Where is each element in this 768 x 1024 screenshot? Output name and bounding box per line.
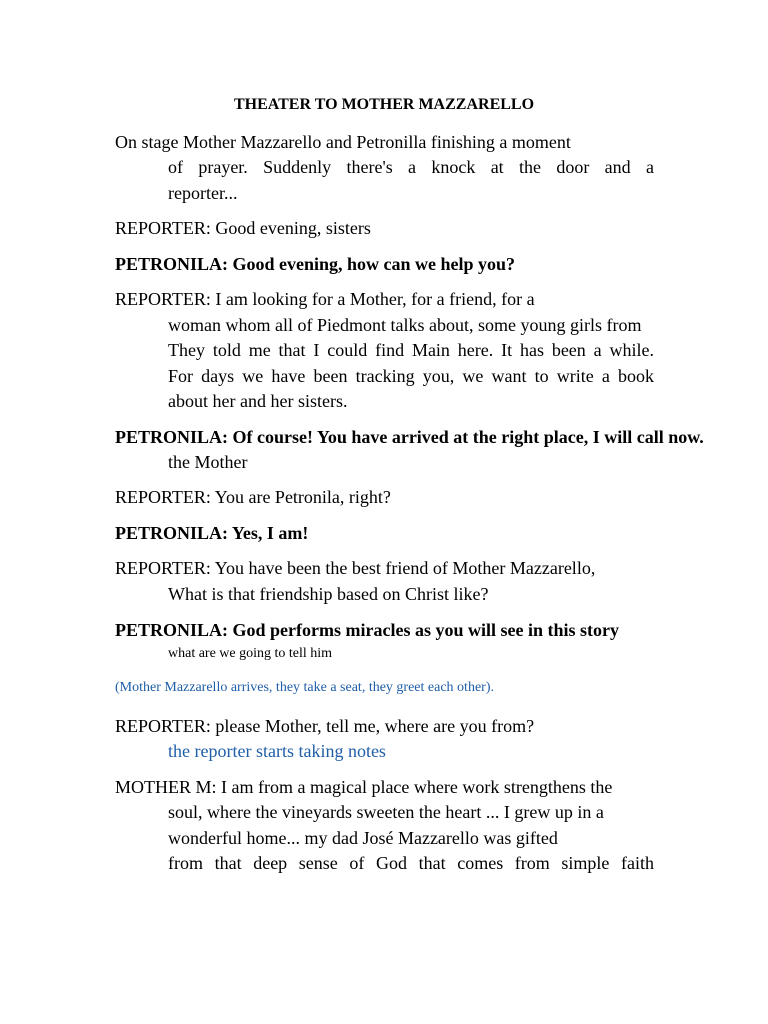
petronila-line: PETRONILA: Yes, I am! [115,523,309,543]
mother-m-line-continued: from that deep sense of God that comes from simple faith [168,853,654,873]
document-title: THEATER TO MOTHER MAZZARELLO [233,96,535,113]
petronila-line-continued: the Mother [168,452,248,472]
petronila-line: PETRONILA: Good evening, how can we help you? [115,254,516,274]
intro-line-2: of prayer. Suddenly there's a knock at the door and a [168,157,654,177]
reporter-line: REPORTER: You have been the best friend of Mother Mazzarello, [115,558,596,578]
petronila-line-continued: what are we going to tell him [168,646,333,661]
mother-m-line-continued: wonderful home... my dad José Mazzarello was gifted [168,828,558,848]
reporter-line-continued: For days we have been tracking you, we want to write a book [168,366,654,386]
reporter-line: REPORTER: Good evening, sisters [115,218,371,238]
reporter-line: REPORTER: please Mother, tell me, where are you from? [115,716,535,736]
mother-m-line: MOTHER M: I am from a magical place where work strengthens the [115,777,613,797]
intro-line-1: On stage Mother Mazzarello and Petronilla finishing a moment [115,132,571,152]
stage-direction: the reporter starts taking notes [168,741,386,761]
stage-direction: (Mother Mazzarello arrives, they take a seat, they greet each other). [115,680,494,695]
petronila-line: PETRONILA: Of course! You have arrived at the right place, I will call now. [115,427,704,447]
reporter-line: REPORTER: I am looking for a Mother, for a friend, for a [115,289,535,309]
reporter-line: REPORTER: You are Petronila, right? [115,487,391,507]
reporter-line-continued: What is that friendship based on Christ like? [168,584,489,604]
reporter-line-continued: woman whom all of Piedmont talks about, some young girls from [168,315,642,335]
intro-line-3: reporter... [168,183,238,203]
mother-m-line-continued: soul, where the vineyards sweeten the heart ... I grew up in a [168,802,604,822]
reporter-line-continued: They told me that I could find Main here. It has been a while. [168,340,654,360]
reporter-line-continued: about her and her sisters. [168,391,348,411]
petronila-line: PETRONILA: God performs miracles as you will see in this story [115,620,619,640]
